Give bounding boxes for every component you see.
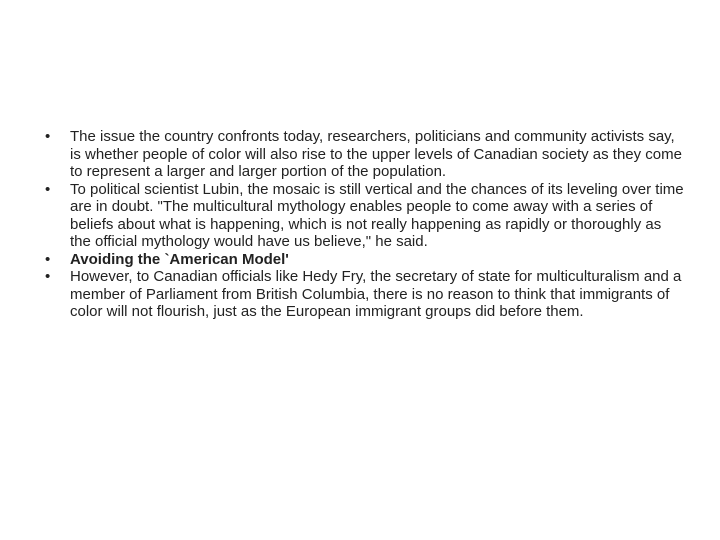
bullet-marker: • (45, 268, 51, 285)
bullet-list (45, 128, 685, 321)
bullet-item (45, 268, 685, 321)
bullet-marker: • (45, 128, 51, 145)
bullet-item (45, 181, 685, 251)
bullet-item (45, 128, 685, 181)
bullet-text: The issue the country confronts today, researchers, politicians and community activists say, is whether people of color will also rise to the upper levels of Canadian society as they come to represent a larger and larger portion of the population. (70, 128, 682, 180)
bullet-text: However, to Canadian officials like Hedy Fry, the secretary of state for multiculturalism and a member of Parliament from British Columbia, there is no reason to think that immigrants of color will not flourish, just as the European immigrant groups did before them. (70, 268, 682, 320)
bullet-heading-text: Avoiding the `American Model' (70, 250, 289, 268)
bullet-text: To political scientist Lubin, the mosaic is still vertical and the chances of its leveling over time are in doubt. "The multicultural mythology enables people to come away with a series of beliefs about what is happening, which is not really happening as rapidly or thoroughly as the official mythology would have us believe," he said. (70, 180, 684, 250)
bullet-marker: • (45, 250, 51, 268)
bullet-item (45, 251, 685, 269)
bullet-marker: • (45, 180, 51, 198)
